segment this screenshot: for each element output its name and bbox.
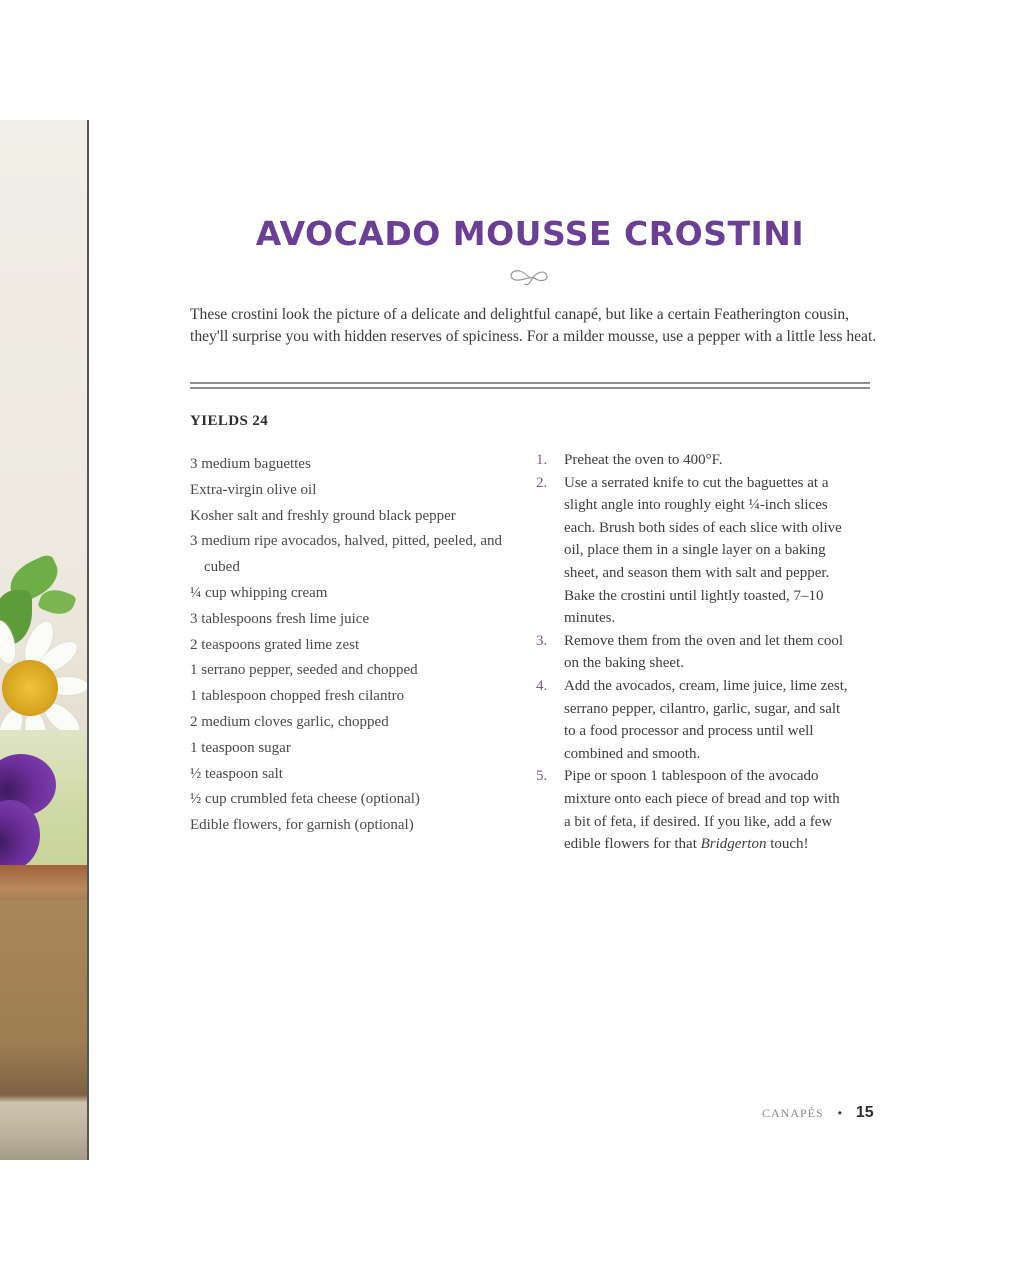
ingredient-item: 1 serrano pepper, seeded and chopped	[190, 662, 418, 679]
instruction-step	[528, 675, 848, 765]
step-number: 1.	[536, 452, 548, 468]
step-text-part: touch!	[766, 836, 809, 853]
ingredient-item: 3 medium ripe avocados, halved, pitted, peeled, and cubed	[190, 533, 502, 576]
divider-rule	[190, 387, 870, 389]
bread-crust-image	[0, 865, 87, 905]
show-title-italic: Bridgerton	[700, 836, 767, 853]
step-text	[564, 768, 840, 852]
ingredient-list	[190, 452, 510, 839]
ingredient-item: 3 tablespoons fresh lime juice	[190, 610, 370, 627]
step-number: 3.	[536, 632, 548, 649]
step-number: 4.	[536, 677, 548, 694]
daisy-center-image	[2, 660, 58, 716]
step-number: 5.	[536, 768, 548, 785]
divider-rule	[190, 382, 870, 384]
ingredient-item: 1 teaspoon sugar	[190, 739, 291, 756]
step-text: Add the avocados, cream, lime juice, lime zest, serrano pepper, cilantro, garlic, sugar, and salt to a food processor and process until well combined and smooth.	[564, 677, 848, 762]
instruction-step	[528, 765, 848, 855]
step-text: Preheat the oven to 400°F.	[564, 452, 723, 468]
ingredient-item: 1 tablespoon chopped fresh cilantro	[190, 688, 405, 705]
instruction-step	[528, 472, 848, 630]
ingredient-item: 3 medium baguettes	[190, 456, 311, 472]
ingredient-item: ½ cup crumbled feta cheese (optional)	[190, 791, 420, 808]
ingredient-item: ½ teaspoon salt	[190, 765, 283, 782]
page-footer	[762, 1104, 874, 1122]
step-number: 2.	[536, 474, 548, 491]
step-text-part: Pipe or spoon 1 tablespoon of the avocado mixture onto each piece of bread and top with a bit of feta, if desired. If you like, add a few edible flowers for that	[564, 768, 840, 853]
ingredient-item: Edible flowers, for garnish (optional)	[190, 817, 414, 834]
food-photo-strip	[0, 120, 87, 1160]
section-name: CANAPÉS	[762, 1105, 824, 1120]
ingredient-item: Kosher salt and freshly ground black pepper	[190, 507, 456, 524]
page-gutter-line	[87, 120, 89, 1160]
ingredient-item: 2 medium cloves garlic, chopped	[190, 713, 389, 730]
instruction-list	[528, 449, 848, 856]
instruction-step	[528, 449, 848, 472]
bread-image	[0, 900, 87, 1160]
instruction-step	[528, 630, 848, 675]
footer-bullet: •	[837, 1106, 842, 1120]
step-text: Remove them from the oven and let them cool on the baking sheet.	[564, 632, 844, 672]
page-number: 15	[855, 1104, 874, 1121]
flourish-ornament-icon	[506, 265, 554, 289]
ingredient-item: Extra-virgin olive oil	[190, 481, 317, 498]
ingredient-item: ¼ cup whipping cream	[190, 584, 328, 601]
ingredient-item: 2 teaspoons grated lime zest	[190, 636, 360, 653]
step-text: Use a serrated knife to cut the baguettes at a slight angle into roughly eight ¼-inch slices each. Brush both sides of each slice with olive oil, place them in a single layer on a baking sheet, and season them with salt and pepper. Bake the crostini until lightly toasted, 7–10 minutes.	[564, 474, 842, 627]
recipe-intro: These crostini look the picture of a delicate and delightful canapé, but like a certain Featherington cousin, they'll surprise you with hidden reserves of spiciness. For a milder mousse, use a pepper with a little less heat.	[190, 306, 877, 345]
recipe-yield: YIELDS 24	[190, 413, 269, 429]
recipe-title: AVOCADO MOUSSE CROSTINI	[255, 214, 805, 253]
